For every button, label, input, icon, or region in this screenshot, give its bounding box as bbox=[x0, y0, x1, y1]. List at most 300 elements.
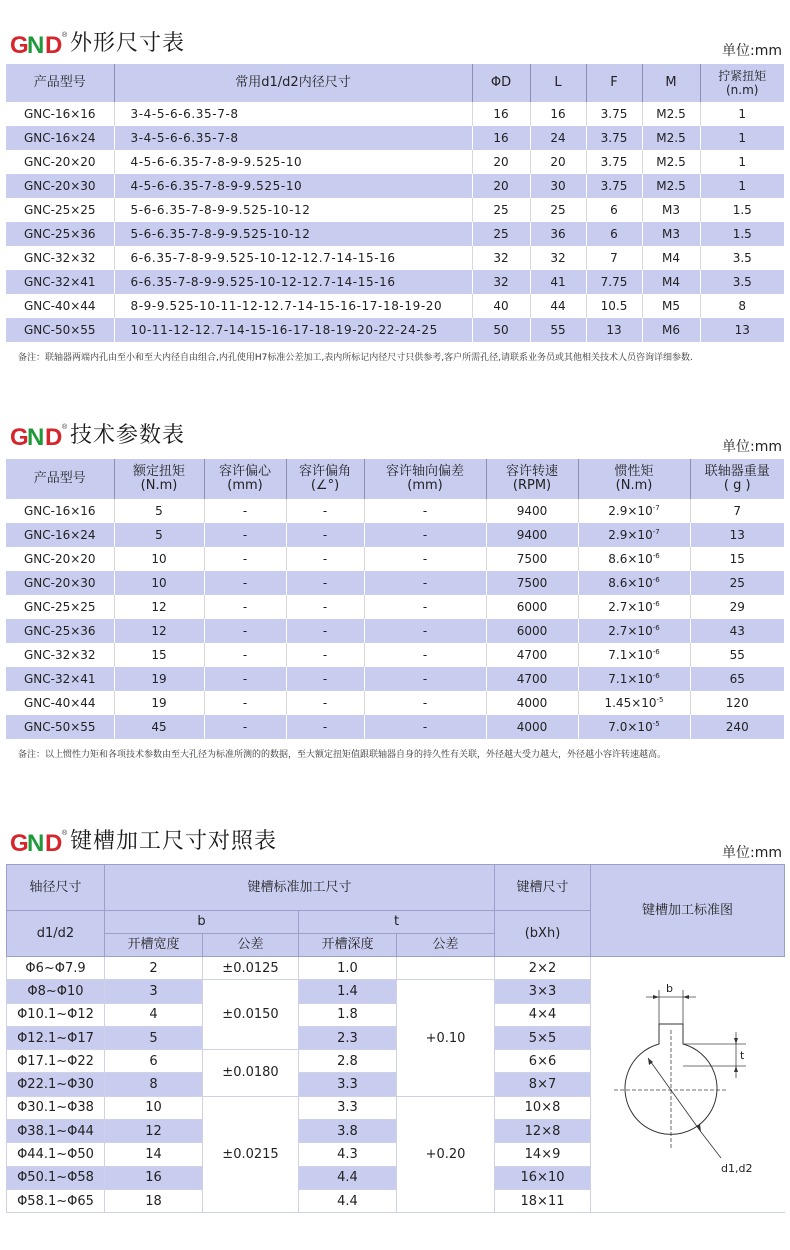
svg-text:N: N bbox=[27, 32, 45, 59]
header-bxh: (bXh) bbox=[495, 911, 591, 957]
keyway-diagram bbox=[596, 980, 790, 1205]
table-cell: 15 bbox=[690, 547, 784, 571]
table-cell: 4-5-6-6.35-7-8-9-9.525-10 bbox=[114, 174, 472, 198]
table-cell: GNC-25×36 bbox=[6, 619, 114, 643]
header-cell: L bbox=[530, 64, 586, 102]
key-size-cell: 6×6 bbox=[495, 1050, 591, 1073]
shaft-diameter-cell: Φ44.1~Φ50 bbox=[7, 1143, 105, 1166]
table-cell: 6-6.35-7-8-9-9.525-10-12-12.7-14-15-16 bbox=[114, 270, 472, 294]
table-cell: 13 bbox=[586, 318, 642, 342]
table-row bbox=[6, 715, 784, 739]
width-cell: 6 bbox=[105, 1050, 203, 1073]
table-cell: 3-4-5-6-6.35-7-8 bbox=[114, 126, 472, 150]
svg-text:D: D bbox=[45, 830, 63, 857]
table-cell: - bbox=[364, 619, 486, 643]
table-cell: GNC-16×16 bbox=[6, 102, 114, 126]
table-cell: 240 bbox=[690, 715, 784, 739]
section-keyway bbox=[0, 826, 790, 861]
depth-cell: 2.3 bbox=[299, 1026, 397, 1049]
table-cell: M5 bbox=[642, 294, 700, 318]
header-cell: 容许轴向偏差 (mm) bbox=[364, 459, 486, 499]
table-cell: 5-6-6.35-7-8-9-9.525-10-12 bbox=[114, 222, 472, 246]
depth-cell: 3.3 bbox=[299, 1096, 397, 1119]
depth-cell: 1.4 bbox=[299, 980, 397, 1003]
table-cell: - bbox=[364, 715, 486, 739]
page-title: 外形尺寸表 bbox=[70, 31, 186, 56]
table-cell: - bbox=[286, 715, 364, 739]
table-cell: - bbox=[204, 667, 286, 691]
header-depth: 开槽深度 bbox=[299, 934, 397, 957]
svg-text:N: N bbox=[27, 424, 45, 451]
table-cell: 55 bbox=[690, 643, 784, 667]
header-cell: 常用d1/d2内径尺寸 bbox=[114, 64, 472, 102]
table-cell: M6 bbox=[642, 318, 700, 342]
tolerance-b-cell: ±0.0180 bbox=[203, 1050, 299, 1097]
shaft-diameter-cell: Φ58.1~Φ65 bbox=[7, 1189, 105, 1212]
table-cell: 6000 bbox=[486, 619, 578, 643]
width-cell: 12 bbox=[105, 1120, 203, 1143]
table-cell: GNC-32×32 bbox=[6, 643, 114, 667]
table-cell: 1 bbox=[700, 102, 784, 126]
inertia-mantissa: 7.0×10 bbox=[608, 720, 653, 734]
table-row bbox=[6, 222, 784, 246]
shaft-diameter-cell: Φ17.1~Φ22 bbox=[7, 1050, 105, 1073]
table-row bbox=[6, 667, 784, 691]
table-cell: - bbox=[204, 499, 286, 523]
key-size-cell: 4×4 bbox=[495, 1003, 591, 1026]
depth-cell: 3.8 bbox=[299, 1120, 397, 1143]
table-cell: 4-5-6-6.35-7-8-9-9.525-10 bbox=[114, 150, 472, 174]
width-cell: 4 bbox=[105, 1003, 203, 1026]
table-cell: 36 bbox=[530, 222, 586, 246]
table-cell: 7 bbox=[690, 499, 784, 523]
table-cell: - bbox=[204, 691, 286, 715]
inertia-exponent: -6 bbox=[652, 576, 660, 584]
table-cell: 1 bbox=[700, 150, 784, 174]
header-tolerance: 公差 bbox=[397, 934, 495, 957]
table-cell: - bbox=[286, 523, 364, 547]
table-row bbox=[6, 619, 784, 643]
svg-text:G: G bbox=[10, 424, 29, 451]
key-size-cell: 2×2 bbox=[495, 957, 591, 980]
inertia-cell bbox=[578, 643, 690, 667]
table-cell: 4000 bbox=[486, 715, 578, 739]
inertia-cell bbox=[578, 499, 690, 523]
inertia-cell bbox=[578, 715, 690, 739]
table-cell: M2.5 bbox=[642, 174, 700, 198]
table-cell: 9400 bbox=[486, 499, 578, 523]
table-row bbox=[6, 571, 784, 595]
table-row bbox=[6, 126, 784, 150]
table-cell: - bbox=[204, 595, 286, 619]
table-cell: 41 bbox=[530, 270, 586, 294]
table-row bbox=[7, 957, 785, 980]
label-diameter: d1,d2 bbox=[721, 1162, 753, 1175]
table-cell: 6 bbox=[586, 222, 642, 246]
table-cell: - bbox=[364, 691, 486, 715]
width-cell: 3 bbox=[105, 980, 203, 1003]
unit-label: 单位:mm bbox=[722, 845, 782, 861]
svg-text:D: D bbox=[45, 424, 63, 451]
table-cell: GNC-20×30 bbox=[6, 571, 114, 595]
table-row bbox=[6, 174, 784, 198]
svg-text:®: ® bbox=[62, 424, 68, 431]
table-cell: 12 bbox=[114, 595, 204, 619]
inertia-exponent: -6 bbox=[652, 672, 660, 680]
table-cell: 3.75 bbox=[586, 126, 642, 150]
depth-cell: 3.3 bbox=[299, 1073, 397, 1096]
table-cell: 32 bbox=[472, 270, 530, 294]
header-d: d1/d2 bbox=[7, 911, 105, 957]
table-cell: - bbox=[364, 667, 486, 691]
table-row bbox=[6, 595, 784, 619]
table-cell: 5-6-6.35-7-8-9-9.525-10-12 bbox=[114, 198, 472, 222]
inertia-cell bbox=[578, 547, 690, 571]
table-cell: 12 bbox=[114, 619, 204, 643]
table-cell: 55 bbox=[530, 318, 586, 342]
gnd-logo-icon bbox=[10, 420, 68, 452]
header-diagram: 键槽加工标准图 bbox=[591, 865, 785, 957]
table-cell: - bbox=[364, 523, 486, 547]
table-cell: 20 bbox=[530, 150, 586, 174]
table-cell: 25 bbox=[690, 571, 784, 595]
table-cell: 20 bbox=[472, 174, 530, 198]
table-row bbox=[6, 150, 784, 174]
table-cell: GNC-25×25 bbox=[6, 198, 114, 222]
table-cell: M2.5 bbox=[642, 126, 700, 150]
svg-text:D: D bbox=[45, 32, 63, 59]
inertia-exponent: -7 bbox=[652, 504, 660, 512]
inertia-exponent: -6 bbox=[652, 648, 660, 656]
inertia-cell bbox=[578, 691, 690, 715]
depth-cell: 4.4 bbox=[299, 1189, 397, 1212]
table-cell: GNC-40×44 bbox=[6, 294, 114, 318]
header-cell: 拧紧扭矩 (n.m) bbox=[700, 64, 784, 102]
inertia-cell bbox=[578, 667, 690, 691]
table-cell: 40 bbox=[472, 294, 530, 318]
table-cell: GNC-20×20 bbox=[6, 150, 114, 174]
table-cell: 6000 bbox=[486, 595, 578, 619]
table-cell: 25 bbox=[530, 198, 586, 222]
table-cell: 29 bbox=[690, 595, 784, 619]
table-row bbox=[6, 499, 784, 523]
table-cell: - bbox=[364, 643, 486, 667]
width-cell: 18 bbox=[105, 1189, 203, 1212]
table-cell: GNC-40×44 bbox=[6, 691, 114, 715]
shaft-diameter-cell: Φ12.1~Φ17 bbox=[7, 1026, 105, 1049]
table-row bbox=[6, 643, 784, 667]
table-cell: 43 bbox=[690, 619, 784, 643]
table-cell: GNC-32×41 bbox=[6, 667, 114, 691]
tolerance-b-cell: ±0.0150 bbox=[203, 980, 299, 1050]
table-cell: GNC-16×24 bbox=[6, 523, 114, 547]
shaft-diameter-cell: Φ30.1~Φ38 bbox=[7, 1096, 105, 1119]
table-cell: 13 bbox=[700, 318, 784, 342]
header-cell: 惯性矩 (N.m) bbox=[578, 459, 690, 499]
table-cell: 3.5 bbox=[700, 270, 784, 294]
table-cell: - bbox=[286, 691, 364, 715]
table-cell: - bbox=[286, 643, 364, 667]
table-row bbox=[6, 246, 784, 270]
table-header-row bbox=[6, 64, 784, 102]
key-size-cell: 3×3 bbox=[495, 980, 591, 1003]
table-cell: 8-9-9.525-10-11-12-12.7-14-15-16-17-18-19-20 bbox=[114, 294, 472, 318]
table-cell: 19 bbox=[114, 667, 204, 691]
table-cell: 3.75 bbox=[586, 150, 642, 174]
tolerance-b-cell: ±0.0215 bbox=[203, 1096, 299, 1212]
page-title: 技术参数表 bbox=[70, 423, 186, 448]
inertia-exponent: -6 bbox=[652, 552, 660, 560]
key-size-cell: 18×11 bbox=[495, 1189, 591, 1212]
table-row bbox=[6, 198, 784, 222]
table-header-row bbox=[6, 459, 784, 499]
table-cell: - bbox=[204, 619, 286, 643]
inertia-mantissa: 1.45×10 bbox=[604, 696, 657, 710]
header-b: b bbox=[105, 911, 299, 934]
depth-cell: 4.4 bbox=[299, 1166, 397, 1189]
table-cell: 5 bbox=[114, 523, 204, 547]
width-cell: 10 bbox=[105, 1096, 203, 1119]
header-shaft: 轴径尺寸 bbox=[7, 865, 105, 911]
table-cell: GNC-32×32 bbox=[6, 246, 114, 270]
key-size-cell: 8×7 bbox=[495, 1073, 591, 1096]
table-cell: - bbox=[204, 571, 286, 595]
table-cell: - bbox=[364, 499, 486, 523]
tolerance-t-cell bbox=[397, 957, 495, 980]
header-cell: F bbox=[586, 64, 642, 102]
svg-text:®: ® bbox=[62, 830, 68, 837]
inertia-exponent: -7 bbox=[652, 528, 660, 536]
shaft-diameter-cell: Φ50.1~Φ58 bbox=[7, 1166, 105, 1189]
dimensions-table bbox=[6, 64, 784, 342]
table-cell: 7500 bbox=[486, 547, 578, 571]
table-cell: 4700 bbox=[486, 667, 578, 691]
table-cell: 50 bbox=[472, 318, 530, 342]
svg-text:G: G bbox=[10, 830, 29, 857]
table-cell: 1.5 bbox=[700, 198, 784, 222]
inertia-cell bbox=[578, 595, 690, 619]
table-note: 备注：以上惯性力矩和各项技术参数由至大孔径为标准所测的的数据，至大额定扭矩值跟联轴器自身的持久性有关联，外径越大受力越大，外径越小容许转速越高。 bbox=[18, 750, 667, 760]
table-cell: M3 bbox=[642, 222, 700, 246]
shaft-diameter-cell: Φ10.1~Φ12 bbox=[7, 1003, 105, 1026]
table-cell: 7.75 bbox=[586, 270, 642, 294]
table-cell: 3.75 bbox=[586, 102, 642, 126]
section-specs bbox=[0, 420, 790, 455]
page-title: 键槽加工尺寸对照表 bbox=[70, 829, 278, 854]
section-title-row bbox=[0, 28, 790, 60]
table-cell: - bbox=[204, 715, 286, 739]
table-cell: 32 bbox=[530, 246, 586, 270]
section-title-row bbox=[0, 420, 790, 452]
inertia-mantissa: 2.7×10 bbox=[608, 600, 653, 614]
table-cell: 20 bbox=[472, 150, 530, 174]
depth-cell: 4.3 bbox=[299, 1143, 397, 1166]
key-size-cell: 5×5 bbox=[495, 1026, 591, 1049]
table-cell: 65 bbox=[690, 667, 784, 691]
table-cell: - bbox=[364, 571, 486, 595]
inertia-cell bbox=[578, 619, 690, 643]
shaft-diameter-cell: Φ22.1~Φ30 bbox=[7, 1073, 105, 1096]
table-cell: M2.5 bbox=[642, 102, 700, 126]
table-cell: M2.5 bbox=[642, 150, 700, 174]
shaft-diameter-cell: Φ38.1~Φ44 bbox=[7, 1120, 105, 1143]
table-cell: 1 bbox=[700, 174, 784, 198]
table-cell: 16 bbox=[472, 126, 530, 150]
table-cell: 120 bbox=[690, 691, 784, 715]
table-cell: - bbox=[286, 499, 364, 523]
table-cell: 5 bbox=[114, 499, 204, 523]
table-row bbox=[6, 523, 784, 547]
table-cell: - bbox=[286, 619, 364, 643]
table-cell: - bbox=[286, 667, 364, 691]
section-dimensions bbox=[0, 28, 790, 60]
width-cell: 16 bbox=[105, 1166, 203, 1189]
table-row bbox=[6, 270, 784, 294]
key-size-cell: 16×10 bbox=[495, 1166, 591, 1189]
table-cell: GNC-20×20 bbox=[6, 547, 114, 571]
inertia-exponent: -5 bbox=[656, 696, 664, 704]
inertia-mantissa: 2.9×10 bbox=[608, 504, 653, 518]
table-cell: M3 bbox=[642, 198, 700, 222]
table-row bbox=[6, 318, 784, 342]
table-cell: 10 bbox=[114, 571, 204, 595]
header-cell: ΦD bbox=[472, 64, 530, 102]
header-cell: 容许偏心 (mm) bbox=[204, 459, 286, 499]
inertia-mantissa: 8.6×10 bbox=[608, 576, 653, 590]
table-row bbox=[6, 691, 784, 715]
table-cell: - bbox=[286, 571, 364, 595]
inertia-mantissa: 7.1×10 bbox=[608, 648, 653, 662]
width-cell: 5 bbox=[105, 1026, 203, 1049]
key-size-cell: 12×8 bbox=[495, 1120, 591, 1143]
unit-label: 单位:mm bbox=[722, 43, 782, 59]
table-cell: 16 bbox=[472, 102, 530, 126]
inertia-cell bbox=[578, 571, 690, 595]
table-cell: - bbox=[204, 547, 286, 571]
table-cell: 10.5 bbox=[586, 294, 642, 318]
key-size-cell: 14×9 bbox=[495, 1143, 591, 1166]
header-cell: 额定扭矩 (N.m) bbox=[114, 459, 204, 499]
depth-cell: 2.8 bbox=[299, 1050, 397, 1073]
table-cell: 30 bbox=[530, 174, 586, 198]
unit-label: 单位:mm bbox=[722, 439, 782, 455]
inertia-mantissa: 7.1×10 bbox=[608, 672, 653, 686]
header-width: 开槽宽度 bbox=[105, 934, 203, 957]
inertia-mantissa: 2.9×10 bbox=[608, 528, 653, 542]
table-cell: 1 bbox=[700, 126, 784, 150]
table-cell: 8 bbox=[700, 294, 784, 318]
table-cell: GNC-32×41 bbox=[6, 270, 114, 294]
table-cell: 16 bbox=[530, 102, 586, 126]
inertia-exponent: -6 bbox=[652, 600, 660, 608]
table-cell: - bbox=[204, 643, 286, 667]
table-cell: 3-4-5-6-6.35-7-8 bbox=[114, 102, 472, 126]
tolerance-t-cell: +0.10 bbox=[397, 980, 495, 1096]
width-cell: 8 bbox=[105, 1073, 203, 1096]
table-cell: - bbox=[204, 523, 286, 547]
header-cell: 联轴器重量 ( g ) bbox=[690, 459, 784, 499]
table-cell: GNC-50×55 bbox=[6, 715, 114, 739]
header-cell: 产品型号 bbox=[6, 459, 114, 499]
table-cell: 6 bbox=[586, 198, 642, 222]
header-standard: 键槽标准加工尺寸 bbox=[105, 865, 495, 911]
table-cell: - bbox=[286, 595, 364, 619]
table-cell: 10 bbox=[114, 547, 204, 571]
table-cell: 3.75 bbox=[586, 174, 642, 198]
tolerance-t-cell: +0.20 bbox=[397, 1096, 495, 1212]
table-cell: 6-6.35-7-8-9-9.525-10-12-12.7-14-15-16 bbox=[114, 246, 472, 270]
svg-text:G: G bbox=[10, 32, 29, 59]
table-cell: - bbox=[286, 547, 364, 571]
table-cell: 19 bbox=[114, 691, 204, 715]
table-cell: GNC-25×36 bbox=[6, 222, 114, 246]
header-tolerance: 公差 bbox=[203, 934, 299, 957]
inertia-exponent: -5 bbox=[652, 720, 660, 728]
table-cell: 25 bbox=[472, 198, 530, 222]
table-cell: 7500 bbox=[486, 571, 578, 595]
tolerance-b-cell: ±0.0125 bbox=[203, 957, 299, 980]
width-cell: 2 bbox=[105, 957, 203, 980]
table-cell: M4 bbox=[642, 270, 700, 294]
inertia-mantissa: 2.7×10 bbox=[608, 624, 653, 638]
table-cell: GNC-25×25 bbox=[6, 595, 114, 619]
width-cell: 14 bbox=[105, 1143, 203, 1166]
gnd-logo-icon bbox=[10, 826, 68, 858]
table-cell: 13 bbox=[690, 523, 784, 547]
header-cell: 容许偏角 (∠°) bbox=[286, 459, 364, 499]
header-t: t bbox=[299, 911, 495, 934]
header-cell: 产品型号 bbox=[6, 64, 114, 102]
table-cell: GNC-50×55 bbox=[6, 318, 114, 342]
table-cell: 45 bbox=[114, 715, 204, 739]
header-cell: 容许转速 (RPM) bbox=[486, 459, 578, 499]
label-t: t bbox=[740, 1049, 745, 1062]
gnd-logo-icon bbox=[10, 28, 68, 60]
section-title-row bbox=[0, 826, 790, 858]
svg-text:®: ® bbox=[62, 32, 68, 39]
inertia-mantissa: 8.6×10 bbox=[608, 552, 653, 566]
table-cell: GNC-16×16 bbox=[6, 499, 114, 523]
table-cell: 32 bbox=[472, 246, 530, 270]
inertia-cell bbox=[578, 523, 690, 547]
shaft-diameter-cell: Φ6~Φ7.9 bbox=[7, 957, 105, 980]
svg-text:N: N bbox=[27, 830, 45, 857]
table-cell: 1.5 bbox=[700, 222, 784, 246]
shaft-diameter-cell: Φ8~Φ10 bbox=[7, 980, 105, 1003]
table-cell: M4 bbox=[642, 246, 700, 270]
header-keysize: 键槽尺寸 bbox=[495, 865, 591, 911]
inertia-exponent: -6 bbox=[652, 624, 660, 632]
table-cell: - bbox=[364, 595, 486, 619]
depth-cell: 1.0 bbox=[299, 957, 397, 980]
table-row bbox=[6, 547, 784, 571]
table-cell: 24 bbox=[530, 126, 586, 150]
table-cell: GNC-16×24 bbox=[6, 126, 114, 150]
specs-table bbox=[6, 459, 784, 739]
table-cell: 44 bbox=[530, 294, 586, 318]
key-size-cell: 10×8 bbox=[495, 1096, 591, 1119]
table-cell: 15 bbox=[114, 643, 204, 667]
label-b: b bbox=[666, 982, 673, 995]
table-cell: GNC-20×30 bbox=[6, 174, 114, 198]
table-cell: 3.5 bbox=[700, 246, 784, 270]
depth-cell: 1.8 bbox=[299, 1003, 397, 1026]
header-cell: M bbox=[642, 64, 700, 102]
table-row bbox=[6, 102, 784, 126]
table-note: 备注：联轴器两端内孔由至小和至大内径自由组合,内孔使用H7标准公差加工,表内所标记内径尺寸只供参考,客户所需孔径,请联系业务员或其他相关技术人员咨询详细参数. bbox=[18, 353, 693, 363]
table-cell: - bbox=[364, 547, 486, 571]
table-cell: 9400 bbox=[486, 523, 578, 547]
